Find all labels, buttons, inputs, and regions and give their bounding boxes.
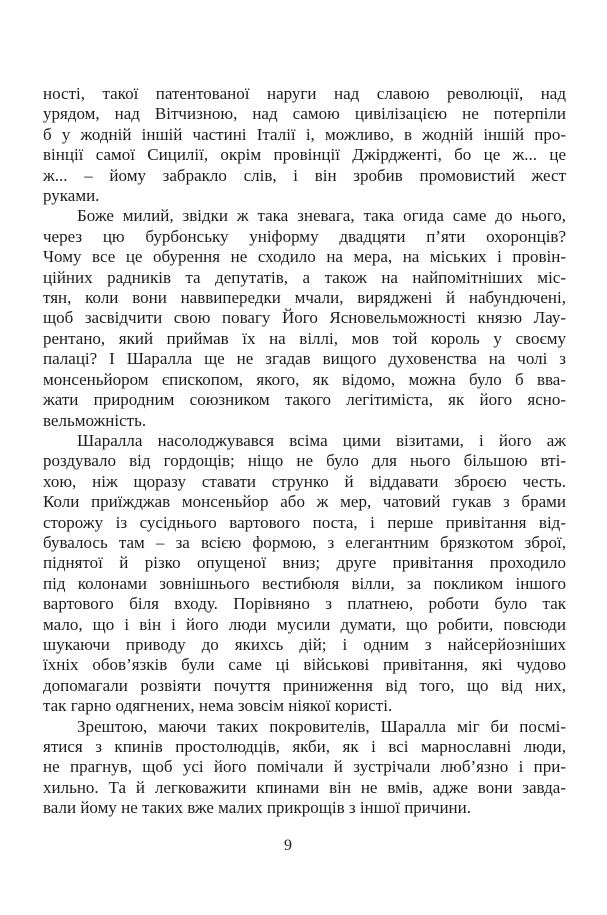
text-line: тян, коли вони наввипередки мчали, виряджені й набундючені,: [43, 288, 566, 308]
paragraph: [43, 431, 566, 717]
text-line: Боже милий, звідки ж така зневага, така огида саме до нього,: [77, 206, 566, 226]
text-line: жати природним союзником такого легітиміста, як його ясно-: [43, 390, 566, 410]
text-line: бувалось там – за всією формою, з елегантним брязкотом зброї,: [43, 532, 566, 552]
text-line: вінції самої Сицилії, окрім провінції Джірдженті, бо це ж... це: [43, 145, 566, 165]
text-line: через цю бурбонську уніформу двадцяти п’яти охоронців?: [43, 226, 566, 246]
text-line: допомагали розвіяти почуття приниження від того, що від них,: [43, 675, 566, 695]
page-number: 9: [284, 837, 292, 854]
text-line: так гарно одягнених, нема зовсім ніякої користі.: [43, 696, 393, 716]
text-line: урядом, над Вітчизною, над самою цивілізацією не потерпіли: [43, 104, 566, 124]
text-line: палаці? І Шаралла ще не згадав вищого духовенства на чолі з: [43, 349, 566, 369]
text-line: піднятої й різко опущеної вниз; друге привітання проходило: [43, 553, 566, 573]
page-footer: [43, 836, 533, 856]
text-line: Коли приїжджав монсеньйор або ж мер, чатовий гукав з брами: [43, 492, 566, 512]
text-line: хильно. Та й легковажити кпинами він не вмів, адже вони завда-: [43, 777, 566, 797]
page-text: [43, 84, 566, 819]
text-line: їхніх обов’язків були саме ці військові привітання, які чудово: [43, 655, 566, 675]
text-line: ятися з кпинів простолюдців, якби, як і всі марнославні люди,: [43, 737, 566, 756]
text-line: сторожу із сусіднього вартового поста, і перше привітання від-: [43, 512, 566, 532]
text-line: рентано, який приймав їх на віллі, мов той король у своєму: [43, 328, 566, 348]
text-line: вали йому не таких вже малих прикрощів з іншої причини.: [43, 798, 471, 818]
text-line: під колонами зовнішнього вестибюля вілли, за покликом іншого: [43, 573, 566, 593]
text-line: вельможність.: [43, 410, 147, 430]
paragraph: [43, 206, 566, 430]
paragraph: [43, 717, 566, 819]
text-line: ційних радників та депутатів, а також на найпомітніших міс-: [43, 267, 566, 287]
text-line: шукаючи приводу до якихсь дій; і одним з найсерйозніших: [43, 634, 566, 654]
text-line: не прагнув, щоб усі його помічали й зустрічали люб’язно і при-: [43, 757, 566, 777]
text-line: хою, ніж щоразу ставати струнко й віддавати зброєю честь.: [43, 471, 566, 491]
text-line: Шаралла насолоджувався всіма цими візитами, і його аж: [77, 430, 566, 450]
text-line: ності, такої патентованої наруги над славою революції, над: [43, 84, 566, 103]
text-line: б у жодній іншій частині Італії і, можливо, в жодній іншій про-: [43, 124, 566, 144]
text-line: вартового біля входу. Порівняно з платнею, роботи було так: [43, 594, 566, 614]
text-line: роздувало від гордощів; ніщо не було для нього більшою вті-: [43, 451, 566, 471]
text-line: руками.: [43, 186, 100, 206]
text-line: Чому все це обурення не сходило на мера, на міських і провін-: [43, 247, 566, 267]
paragraph: [43, 84, 566, 206]
text-line: монсеньйором єпископом, якого, як відомо, можна було б вва-: [43, 369, 566, 389]
text-line: Зрештою, маючи таких покровителів, Шаралла міг би посмі-: [77, 716, 566, 736]
text-line: ж... – йому забракло слів, і він зробив промовистий жест: [43, 165, 566, 185]
text-line: щоб засвідчити свою повагу Його Ясновельможності князю Лау-: [43, 308, 566, 328]
text-line: мало, що і він і його люди мусили думати, що робити, повсюди: [43, 614, 566, 634]
